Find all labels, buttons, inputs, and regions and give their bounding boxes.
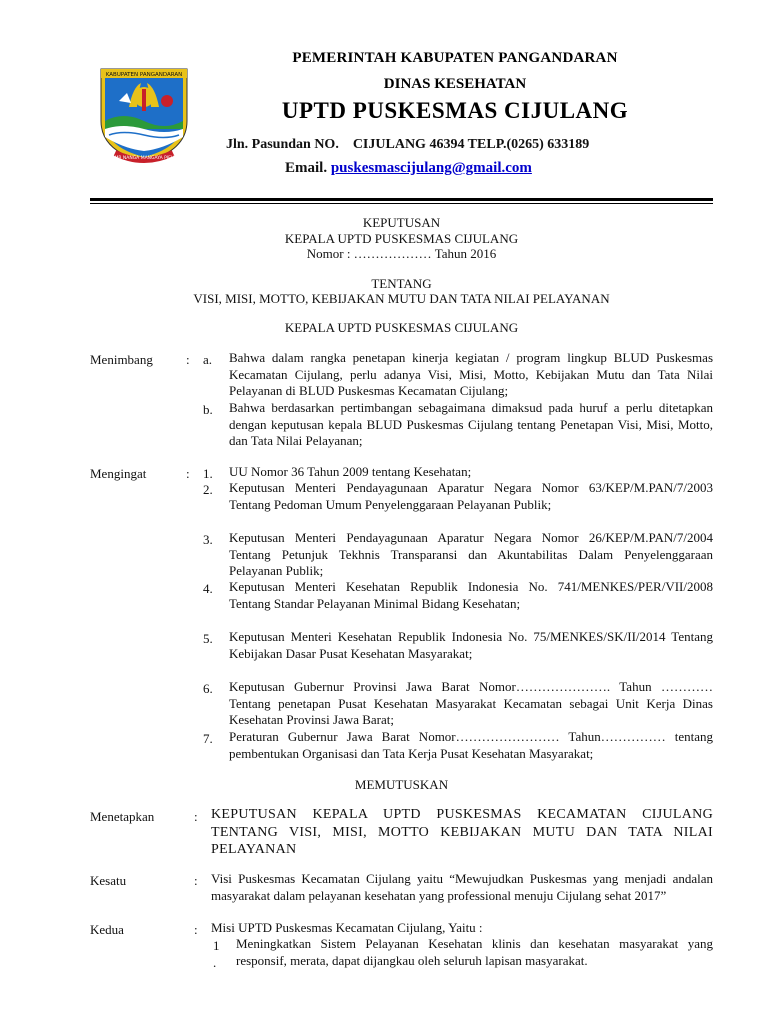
mengingat-item-4: Keputusan Menteri Kesehatan Republik Indonesia No. 741/MENKES/PER/VII/2008 Tentang Standar Pelayanan Minimal Bidang Kesehatan; — [229, 579, 713, 611]
menimbang-marker-a: a. — [203, 352, 213, 367]
kedua-label: Kedua — [90, 922, 124, 937]
header-government: PEMERINTAH KABUPATEN PANGANDARAN — [292, 50, 618, 66]
kabupaten-pangandaran-logo — [93, 63, 195, 165]
menetapkan-label: Menetapkan — [90, 809, 155, 824]
header-address: Jln. Pasundan NO. CIJULANG 46394 TELP.(0265) 633189 — [226, 137, 590, 152]
mengingat-marker-5: 5. — [203, 631, 213, 646]
mengingat-item-6: Keputusan Gubernur Provinsi Jawa Barat Nomor…………………. Tahun ………… Tentang penetapan Pusat Kesehatan Masyarakat Kecamatan sebagai Unit Kerja Dinas Kesehatan Provinsi Jawa Barat; — [229, 679, 713, 727]
menimbang-marker-b: b. — [203, 402, 213, 417]
doc-issuer: KEPALA UPTD PUSKESMAS CIJULANG — [284, 320, 519, 335]
header-institution: UPTD PUSKESMAS CIJULANG — [281, 98, 629, 123]
mengingat-item-3: Keputusan Menteri Pendayagunaan Aparatur Negara Nomor 26/KEP/M.PAN/7/2004 Tentang Petunjuk Tekhnis Transparansi dan Akuntabilitas Dalam Penyelenggaraan Pelayanan Publik; — [229, 530, 713, 578]
mengingat-marker-2: 2. — [203, 482, 213, 497]
mengingat-marker-4: 4. — [203, 581, 213, 596]
logo-top-text: KABUPATEN PANGANDARAN — [105, 72, 183, 78]
mengingat-colon: : — [186, 466, 190, 481]
menetapkan-text: KEPUTUSAN KEPALA UPTD PUSKESMAS KECAMATAN CIJULANG TENTANG VISI, MISI, MOTTO KEBIJAKAN MUTU DAN TATA NILAI PELAYANAN — [211, 807, 713, 857]
menimbang-colon: : — [186, 352, 190, 367]
menimbang-item-a: Bahwa dalam rangka penetapan kinerja kegiatan / program lingkup BLUD Puskesmas Kecamatan Cijulang, perlu adanya Visi, Misi, Motto, Kebijakan Mutu dan Tata Nilai Pelayanan di BLUD Puskesmas Kecamatan Cijulang; — [229, 350, 713, 398]
menetapkan-colon: : — [194, 809, 198, 824]
logo-bottom-text: JEMB NANGA MANGAYA PIEUN — [110, 156, 178, 161]
header-rule-thick — [90, 198, 713, 201]
email-link[interactable]: puskesmascijulang@gmail.com — [330, 160, 532, 176]
kedua-item-1: Meningkatkan Sistem Pelayanan Kesehatan klinis dan kesehatan masyarakat yang responsif, merata, dapat dijangkau oleh seluruh lapisan masyarakat. — [236, 936, 713, 968]
menimbang-label: Menimbang — [90, 352, 153, 367]
header-email-line — [285, 160, 532, 177]
doc-issuer-title: KEPALA UPTD PUSKESMAS CIJULANG — [284, 231, 519, 246]
kesatu-colon: : — [194, 873, 198, 888]
kedua-text: Misi UPTD Puskesmas Kecamatan Cijulang, Yaitu : — [211, 920, 483, 935]
email-label: Email. — [285, 160, 328, 176]
doc-type: KEPUTUSAN — [362, 215, 441, 230]
mengingat-marker-3: 3. — [203, 532, 213, 547]
doc-tentang: TENTANG — [371, 276, 432, 291]
memutuskan-heading: MEMUTUSKAN — [354, 777, 449, 792]
mengingat-item-7: Peraturan Gubernur Jawa Barat Nomor…………………… Tahun…………… tentang pembentukan Organisasi dan Tata Kerja Pusat Kesehatan Masyarakat; — [229, 729, 713, 761]
mengingat-marker-6: 6. — [203, 681, 213, 696]
mengingat-marker-7: 7. — [203, 731, 213, 746]
header-department: DINAS KESEHATAN — [383, 76, 527, 92]
menimbang-item-b: Bahwa berdasarkan pertimbangan sebagaimana dimaksud pada huruf a perlu ditetapkan dengan keputusan kepala BLUD Puskesmas Cijulang tentang Penetapan Visi, Misi, Motto, dan Tata Nilai Pelayanan; — [229, 400, 713, 448]
doc-number: Nomor : ……………… Tahun 2016 — [306, 246, 497, 261]
kesatu-label: Kesatu — [90, 873, 127, 888]
mengingat-marker-1: 1. — [203, 466, 213, 481]
mengingat-item-2: Keputusan Menteri Pendayagunaan Aparatur Negara Nomor 63/KEP/M.PAN/7/2003 Tentang Pedoman Umum Penyelenggaraan Pelayanan Publik; — [229, 480, 713, 512]
mengingat-item-1: UU Nomor 36 Tahun 2009 tentang Kesehatan; — [229, 464, 472, 479]
header-rule-thin — [90, 203, 713, 204]
mengingat-label: Mengingat — [90, 466, 147, 481]
kesatu-text: Visi Puskesmas Kecamatan Cijulang yaitu “Mewujudkan Puskesmas yang menjadi andalan masyarakat dalam pelayanan kesehatan yang professional menuju Cijulang sehat 2017” — [211, 871, 713, 903]
kedua-marker-1-dot: . — [213, 955, 217, 970]
kedua-marker-1: 1 — [213, 938, 220, 953]
mengingat-item-5: Keputusan Menteri Kesehatan Republik Indonesia No. 75/MENKES/SK/II/2014 Tentang Kebijakan Dasar Pusat Kesehatan Masyarakat; — [229, 629, 713, 661]
kedua-colon: : — [194, 922, 198, 937]
doc-subject: VISI, MISI, MOTTO, KEBIJAKAN MUTU DAN TATA NILAI PELAYANAN — [193, 291, 610, 306]
